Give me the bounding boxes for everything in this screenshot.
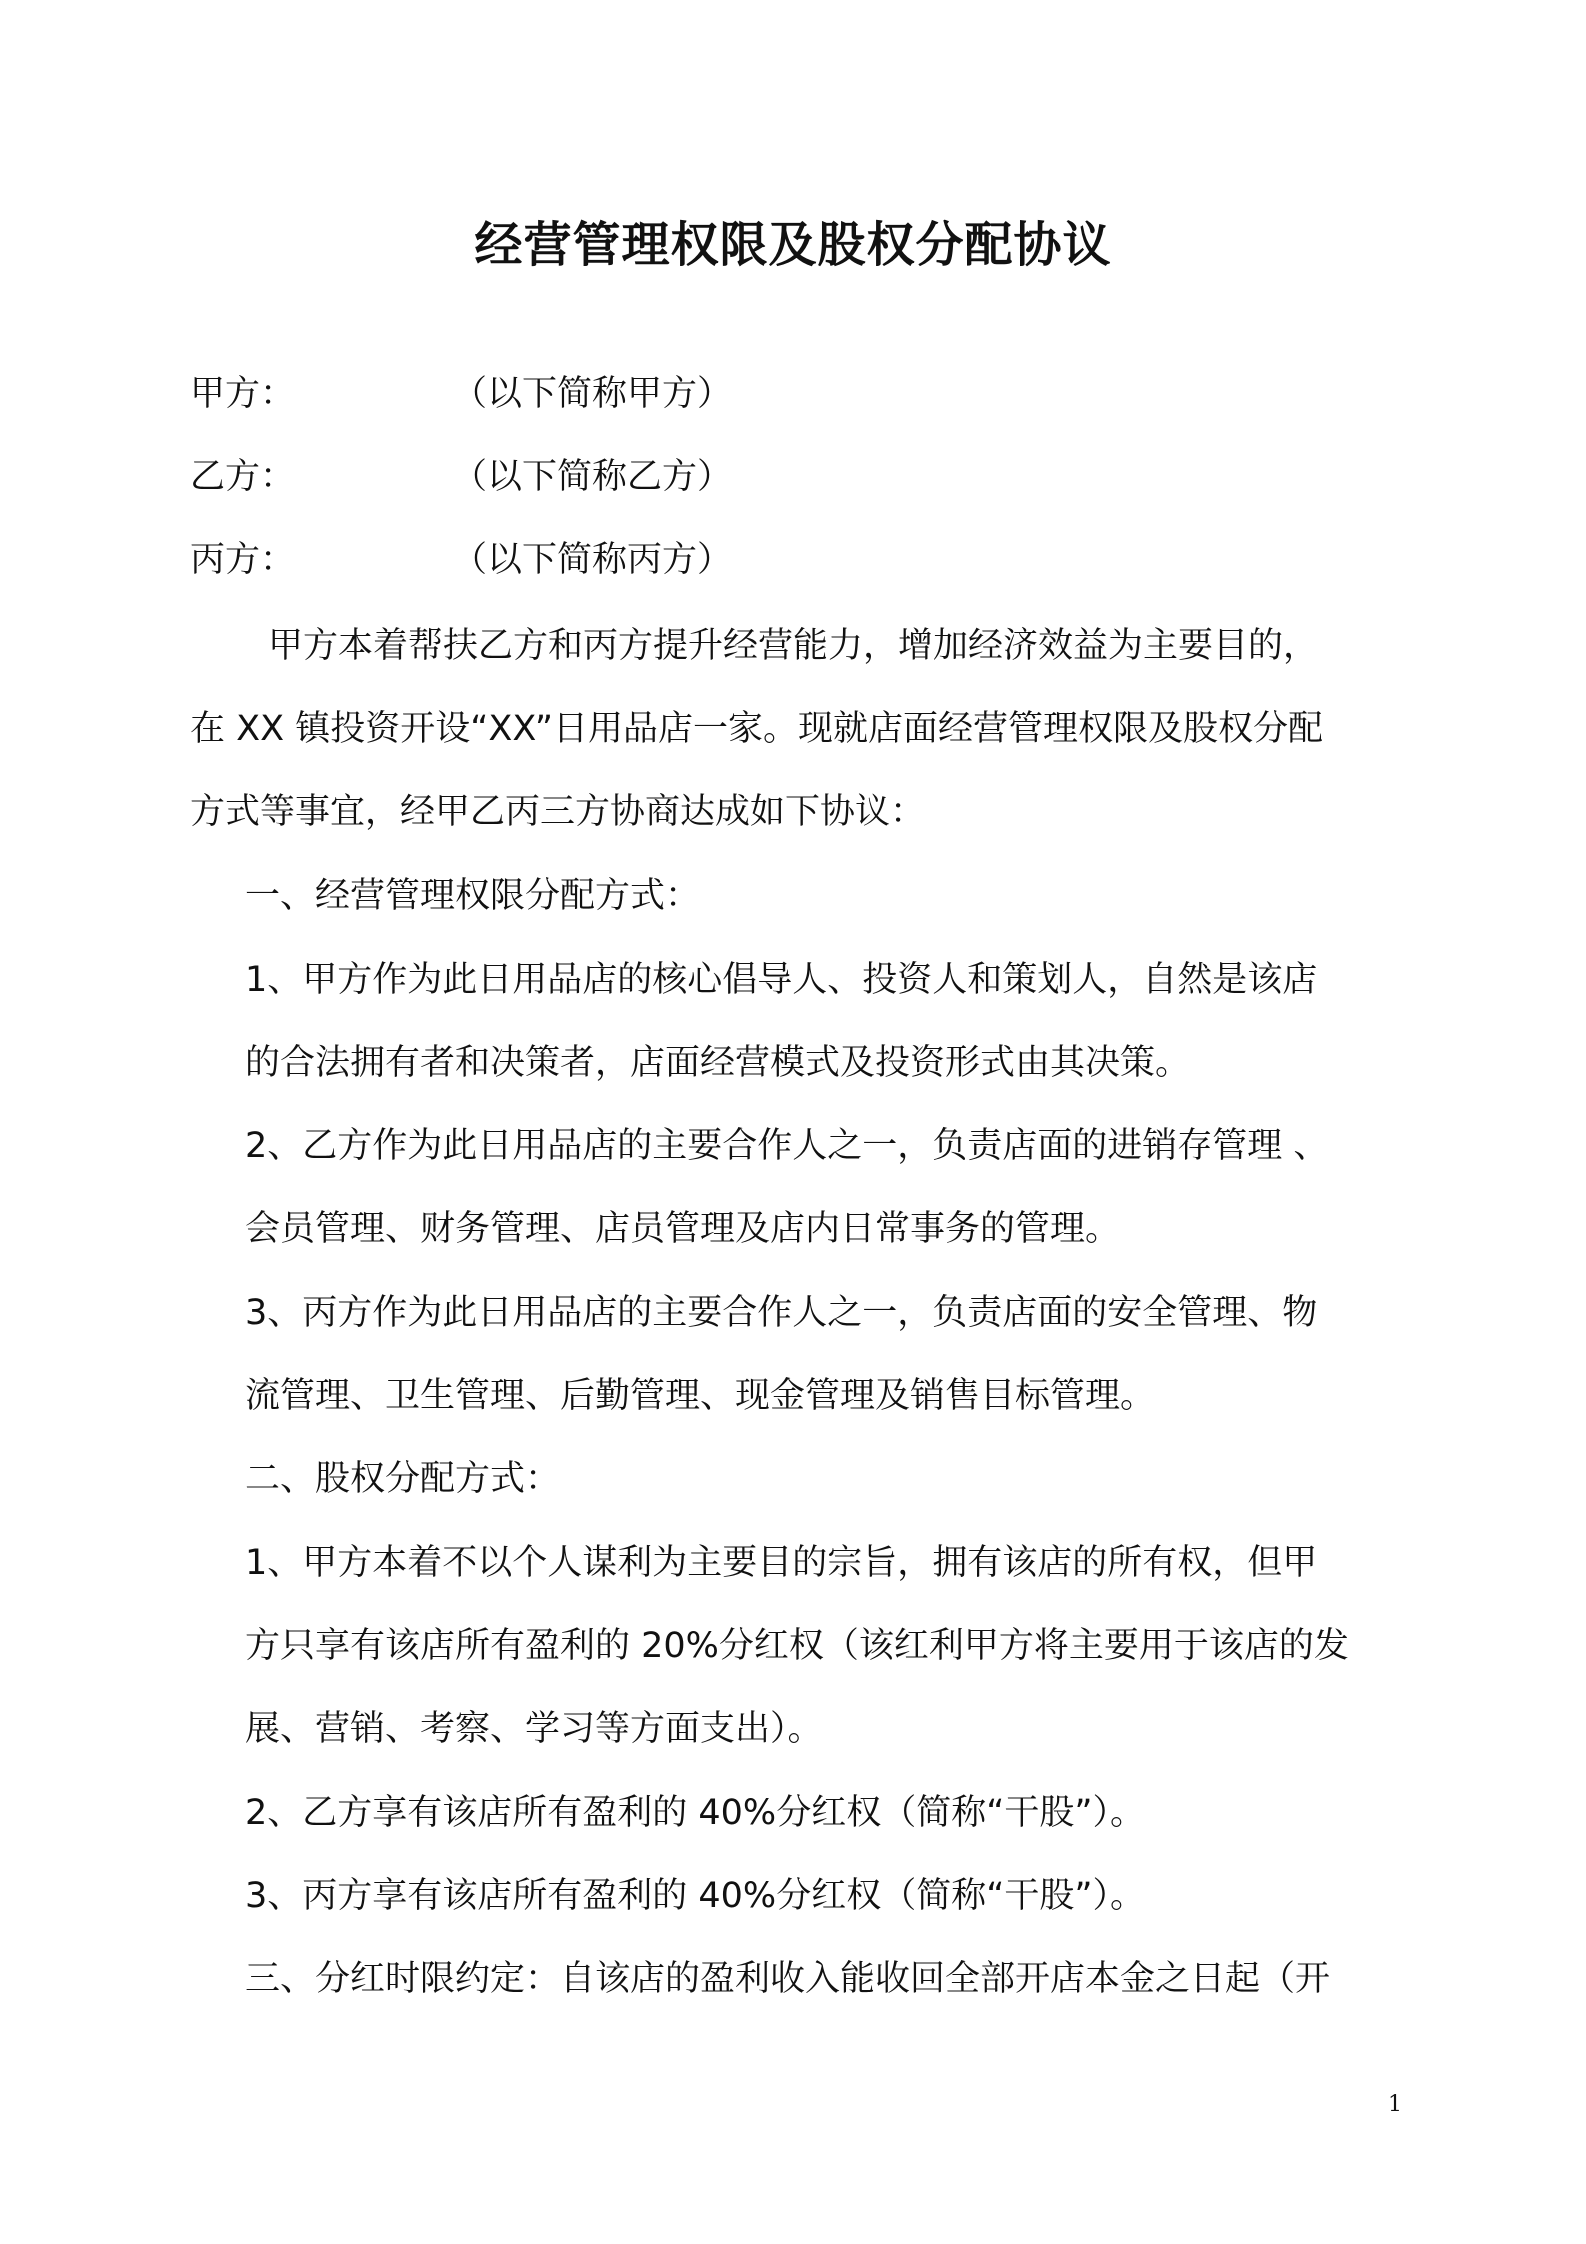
document-title: 经营管理权限及股权分配协议 <box>474 217 1112 273</box>
party-b-abbr: （以下简称乙方） <box>452 457 733 497</box>
section-heading-management: 一、经营管理权限分配方式： <box>245 876 701 916</box>
page-number: 1 <box>1388 2092 1402 2117</box>
party-a-label: 甲方： <box>190 374 296 414</box>
clause-2-1-line-1: 1、甲方本着不以个人谋利为主要目的宗旨，拥有该店的所有权，但甲 <box>245 1543 1318 1583</box>
party-c-label: 丙方： <box>190 540 296 580</box>
clause-2-1-line-2: 方只享有该店所有盈利的 20%分红权（该红利甲方将主要用于该店的发 <box>245 1626 1349 1666</box>
clause-1-1-line-1: 1、甲方作为此日用品店的核心倡导人、投资人和策划人，自然是该店 <box>245 960 1318 1000</box>
clause-1-2-line-1: 2、乙方作为此日用品店的主要合作人之一，负责店面的进销存管理 、 <box>245 1126 1329 1166</box>
clause-1-3-line-1: 3、丙方作为此日用品店的主要合作人之一，负责店面的安全管理、物 <box>245 1293 1318 1333</box>
clause-1-3-line-2: 流管理、卫生管理、后勤管理、现金管理及销售目标管理。 <box>245 1376 1156 1416</box>
party-a-abbr: （以下简称甲方） <box>452 374 733 414</box>
clause-2-3: 3、丙方享有该店所有盈利的 40%分红权（简称“干股”）。 <box>245 1876 1145 1916</box>
clause-2-1-line-3: 展、营销、考察、学习等方面支出）。 <box>245 1709 823 1749</box>
section-heading-dividend-term: 三、分红时限约定：自该店的盈利收入能收回全部开店本金之日起（开 <box>245 1959 1331 1999</box>
party-c-abbr: （以下简称丙方） <box>452 540 733 580</box>
paragraph-intro-line-3: 方式等事宜，经甲乙丙三方协商达成如下协议： <box>190 792 926 832</box>
section-heading-equity: 二、股权分配方式： <box>245 1459 561 1499</box>
party-b-label: 乙方： <box>190 457 296 497</box>
paragraph-intro-line-1: 甲方本着帮扶乙方和丙方提升经营能力，增加经济效益为主要目的， <box>268 626 1319 666</box>
clause-2-2: 2、乙方享有该店所有盈利的 40%分红权（简称“干股”）。 <box>245 1793 1145 1833</box>
paragraph-intro-line-2: 在 XX 镇投资开设“XX”日用品店一家。现就店面经营管理权限及股权分配 <box>190 709 1324 749</box>
clause-1-1-line-2: 的合法拥有者和决策者，店面经营模式及投资形式由其决策。 <box>245 1043 1191 1083</box>
clause-1-2-line-2: 会员管理、财务管理、店员管理及店内日常事务的管理。 <box>245 1209 1121 1249</box>
